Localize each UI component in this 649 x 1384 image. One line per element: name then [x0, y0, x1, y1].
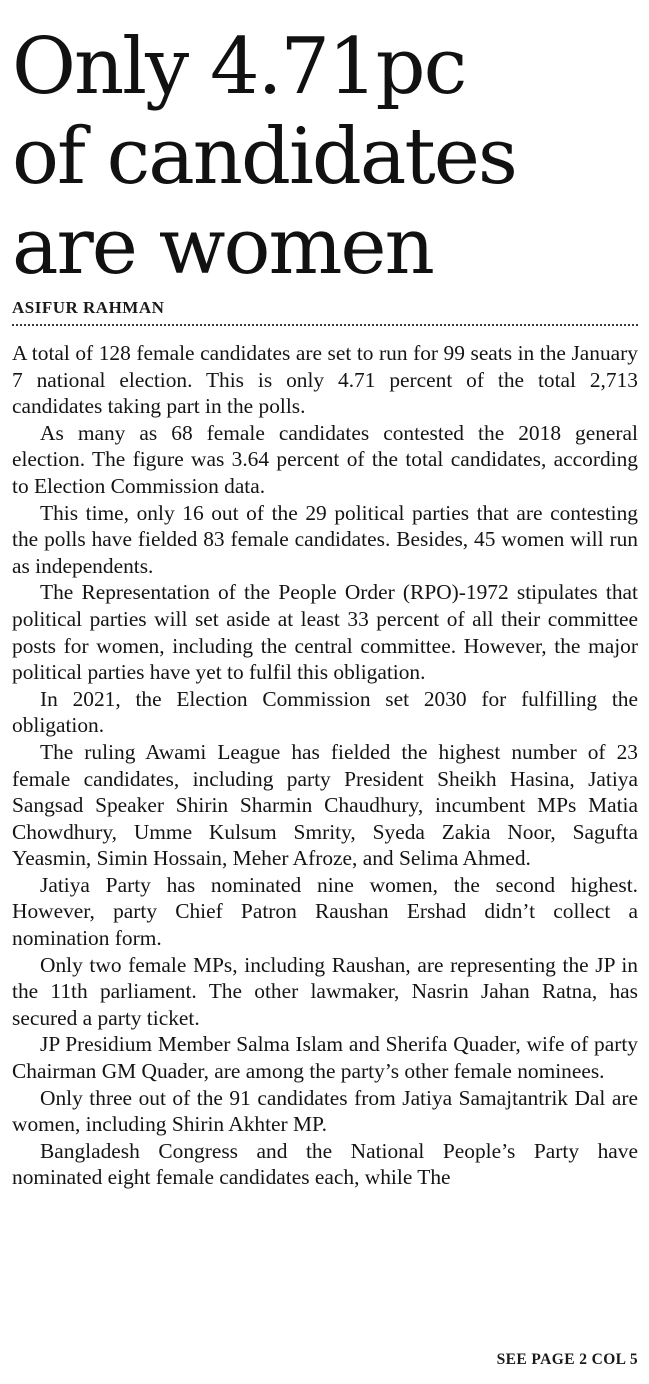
paragraph: Only two female MPs, including Raushan, are representing the JP in the 11th parliament. The other lawmaker, Nasrin Jahan Ratna, has secured a party ticket.: [12, 952, 638, 1030]
headline-line-2: of candidates: [12, 112, 516, 202]
paragraph: The Representation of the People Order (RPO)-1972 stipulates that political parties will set aside at least 33 percent of all their committee posts for women, including the central committee. However, the major political parties have yet to fulfil this obligation.: [12, 580, 638, 685]
paragraph: In 2021, the Election Commission set 2030 for fulfilling the obligation.: [12, 686, 638, 738]
paragraph: As many as 68 female candidates contested the 2018 general election. The figure was 3.64 percent of the total candidates, according to Election Commission data.: [12, 420, 638, 498]
headline: [12, 0, 638, 292]
article-body: [12, 340, 638, 1191]
byline: ASIFUR RAHMAN: [12, 298, 165, 317]
paragraph: JP Presidium Member Salma Islam and Sherifa Quader, wife of party Chairman GM Quader, are among the party’s other female nominees.: [12, 1032, 638, 1084]
paragraph: This time, only 16 out of the 29 political parties that are contesting the polls have fielded 83 female candidates. Besides, 45 women will run as independents.: [12, 500, 638, 578]
dotted-divider: [12, 324, 638, 326]
headline-line-3: are women: [12, 202, 433, 292]
paragraph: The ruling Awami League has fielded the highest number of 23 female candidates, including party President Sheikh Hasina, Jatiya Sangsad Speaker Shirin Sharmin Chaudhury, incumbent MPs Matia Chowdhury, Umme Kulsum Smrity, Syeda Zakia Noor, Sagufta Yeasmin, Simin Hossain, Meher Afroze, and Selima Ahmed.: [12, 739, 638, 871]
headline-line-1: Only 4.71pc: [12, 22, 466, 112]
paragraph: Bangladesh Congress and the National People’s Party have nominated eight female candidates each, while The: [12, 1138, 638, 1190]
paragraph: A total of 128 female candidates are set to run for 99 seats in the January 7 national election. This is only 4.71 percent of the total 2,713 candidates taking part in the polls.: [12, 341, 638, 419]
paragraph: Only three out of the 91 candidates from Jatiya Samajtantrik Dal are women, including Shirin Akhter MP.: [12, 1085, 638, 1137]
paragraph: Jatiya Party has nominated nine women, the second highest. However, party Chief Patron Raushan Ershad didn’t collect a nomination form.: [12, 872, 638, 951]
news-article: [12, 0, 638, 1191]
continuation-note: SEE PAGE 2 COL 5: [496, 1351, 638, 1368]
